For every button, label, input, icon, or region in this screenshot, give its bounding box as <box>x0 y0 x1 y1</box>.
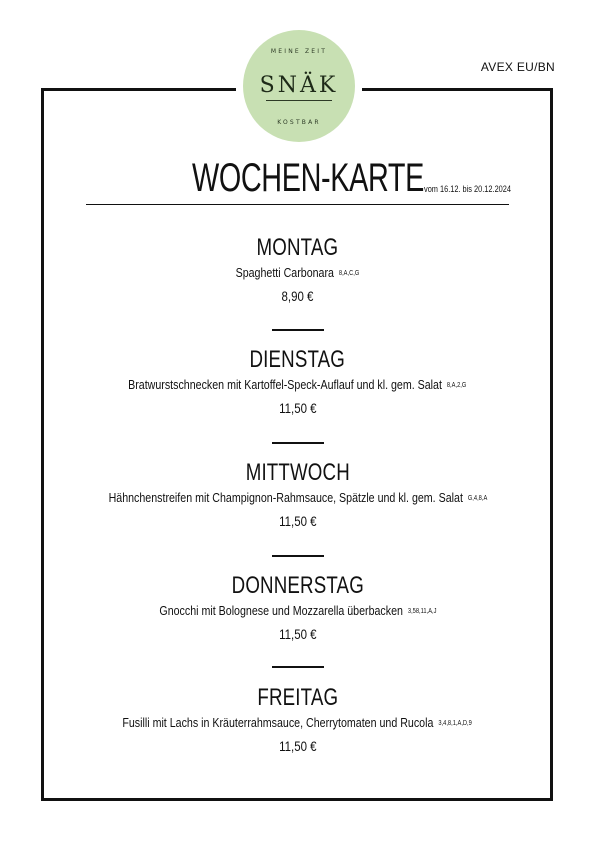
allergen-codes: 3,58,11,A,J <box>407 608 437 616</box>
allergen-codes: 8,A,2,G <box>447 382 467 390</box>
day-name: FREITAG <box>257 684 338 711</box>
title-row <box>86 156 511 205</box>
price: 11,50 € <box>278 513 317 529</box>
separator <box>272 555 324 557</box>
price: 11,50 € <box>278 626 317 642</box>
logo-bottom-text: KOSTBAR <box>277 119 321 126</box>
day-name: DONNERSTAG <box>231 572 364 599</box>
separator <box>272 666 324 668</box>
day-thursday <box>0 574 595 643</box>
separator <box>272 442 324 444</box>
price: 11,50 € <box>278 400 317 416</box>
day-friday <box>0 686 595 755</box>
dish-name: Hähnchenstreifen mit Champignon-Rahmsauce, Spätzle und kl. gem. Salat <box>108 490 463 505</box>
price: 8,90 € <box>281 288 314 304</box>
dish-name: Spaghetti Carbonara <box>235 265 335 280</box>
dish-name: Fusilli mit Lachs in Kräuterrahmsauce, Cherrytomaten und Rucola <box>122 715 434 730</box>
dish-name: Gnocchi mit Bolognese und Mozzarella überbacken <box>158 603 403 618</box>
allergen-codes: 8,A,C,G <box>338 270 360 278</box>
day-monday <box>0 236 595 305</box>
date-range: vom 16.12. bis 20.12.2024 <box>424 184 511 194</box>
day-name: DIENSTAG <box>249 346 346 373</box>
allergen-codes: G,4,8,A <box>467 495 487 503</box>
separator <box>272 329 324 331</box>
logo-rule <box>266 100 332 101</box>
day-name: MITTWOCH <box>245 459 350 486</box>
brand-logo <box>243 30 355 142</box>
location-code: AVEX EU/BN <box>480 60 555 74</box>
dish-name: Bratwurstschnecken mit Kartoffel-Speck-Auflauf und kl. gem. Salat <box>128 377 443 392</box>
day-wednesday <box>0 461 595 530</box>
page-title: WOCHEN-KARTE <box>192 156 424 200</box>
allergen-codes: 3,4,8,1,A,D,9 <box>438 720 473 728</box>
price: 11,50 € <box>278 738 317 754</box>
logo-top-text: MEINE ZEIT <box>270 48 328 55</box>
day-name: MONTAG <box>256 234 339 261</box>
day-tuesday <box>0 348 595 417</box>
logo-brand-name: SNÄK <box>259 73 339 98</box>
